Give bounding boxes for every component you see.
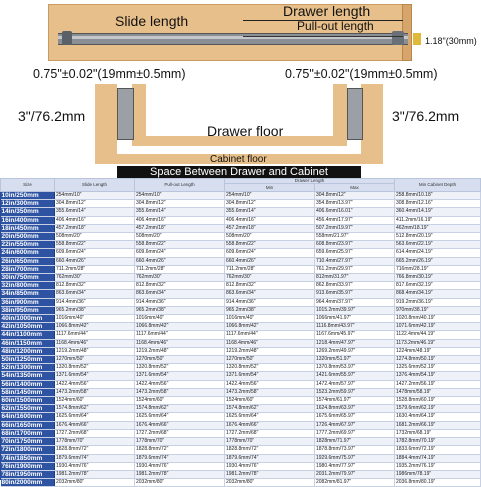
table-cell: 508mm/20" [135,233,225,241]
header-size: Size [1,179,55,192]
size-cell: 54in/1350mm [1,372,55,380]
table-cell: 1473.2mm/58" [135,388,225,396]
table-cell: 563.6mm/22.19" [395,241,481,249]
table-cell: 711.2mm/28" [55,265,135,273]
size-cell: 66in/1650mm [1,421,55,429]
table-cell: 1778mm/70" [225,438,315,446]
table-cell: 1020.8mm/40.19" [395,315,481,323]
size-cell: 16in/400mm [1,216,55,224]
table-row [1,331,481,339]
size-cell: 38in/950mm [1,306,55,314]
table-cell: 1219.2mm/48" [135,347,225,355]
table-cell: 2082mm/81.97" [315,479,395,487]
table-cell: 1727.2mm/68" [55,429,135,437]
size-cell: 30in/750mm [1,274,55,282]
table-cell: 1574.8mm/62" [135,405,225,413]
table-cell: 558.8mm/22" [225,241,315,249]
table-cell: 2032mm/80" [55,479,135,487]
table-cell: 1574mm/61.97" [315,397,395,405]
table-cell: 1066.8mm/42" [135,323,225,331]
table-cell: 1732mm/68.19" [395,429,481,437]
size-cell: 24in/600mm [1,249,55,257]
table-cell: 1016mm/40" [135,315,225,323]
table-cell: 1478mm/58.19" [395,388,481,396]
table-cell: 1219.2mm/48" [55,347,135,355]
table-cell: 1173.2mm/46.19" [395,339,481,347]
table-cell: 711.2mm/28" [225,265,315,273]
header-slide-length: Slide Length [55,179,135,192]
table-row [1,470,481,478]
pull-out-length-label: Pull-out length [297,19,374,33]
table-cell: 614.4mm/24.19" [395,249,481,257]
table-cell: 1473.2mm/58" [55,388,135,396]
table-row [1,323,481,331]
table-cell: 1117.6mm/44" [55,331,135,339]
table-cell: 660.4mm/26" [135,257,225,265]
size-cell: 68in/1700mm [1,429,55,437]
table-cell: 1625.6mm/64" [55,413,135,421]
table-cell: 308.8mm/12.16" [395,200,481,208]
size-table-wrap [0,178,480,487]
table-cell: 817.6mm/32.19" [395,282,481,290]
size-cell: 14in/350mm [1,208,55,216]
size-table [0,178,481,487]
table-cell: 1523.2mm/59.97" [315,388,395,396]
table-cell: 659.6mm/25.97" [315,249,395,257]
table-cell: 406.4mm/16" [225,216,315,224]
table-cell: 914.4mm/36" [135,298,225,306]
size-cell: 78in/1950mm [1,470,55,478]
table-cell: 1122.4mm/44.19" [395,331,481,339]
table-cell: 1117.6mm/44" [135,331,225,339]
table-cell: 1676.4mm/66" [225,421,315,429]
table-cell: 1986mm/78.19" [395,470,481,478]
table-row [1,372,481,380]
pull-out-dim-line [243,36,403,37]
table-row [1,380,481,388]
size-cell: 44in/1100mm [1,331,55,339]
table-cell: 812.8mm/32" [55,282,135,290]
table-cell: 863.6mm/34" [135,290,225,298]
drawer-left-wall [132,84,146,142]
header-pull-out-length: Pull-out Length [135,179,225,192]
size-cell: 26in/650mm [1,257,55,265]
table-cell: 1935.2mm/76.19" [395,462,481,470]
table-cell: 1878.8mm/73.97" [315,446,395,454]
table-cell: 1879.6mm/74" [135,454,225,462]
table-cell: 254mm/10" [225,192,315,200]
table-cell: 1574.8mm/62" [55,405,135,413]
table-cell: 1930.4mm/76" [55,462,135,470]
table-cell: 1116.8mm/43.97" [315,323,395,331]
table-cell: 1274.8mm/50.19" [395,356,481,364]
table-row [1,298,481,306]
size-cell: 76in/1900mm [1,462,55,470]
table-cell: 254mm/10" [135,192,225,200]
size-cell: 34in/850mm [1,290,55,298]
table-cell: 1833.6mm/72.19" [395,446,481,454]
table-cell: 2032mm/80" [225,479,315,487]
table-row [1,224,481,232]
table-cell: 1371.6mm/54" [55,372,135,380]
table-cell: 1828.8mm/72" [55,446,135,454]
table-cell: 913.6mm/35.97" [315,290,395,298]
table-cell: 1422.4mm/56" [225,380,315,388]
table-cell: 558.8mm/22" [135,241,225,249]
table-cell: 1828.8mm/72" [225,446,315,454]
table-cell: 965.2mm/38" [135,306,225,314]
table-row [1,364,481,372]
table-cell: 1016mm/40" [225,315,315,323]
table-cell: 1320mm/51.97" [315,356,395,364]
table-row [1,446,481,454]
table-cell: 609.6mm/24" [55,249,135,257]
table-cell: 965.2mm/38" [55,306,135,314]
size-cell: 22in/550mm [1,241,55,249]
table-cell: 1630.4mm/64.19" [395,413,481,421]
size-cell: 12in/300mm [1,200,55,208]
table-row [1,388,481,396]
table-row [1,462,481,470]
table-cell: 1071.6mm/42.19" [395,323,481,331]
height-right-label: 3"/76.2mm [392,108,460,124]
size-cell: 46in/1150mm [1,339,55,347]
table-cell: 1320.8mm/52" [135,364,225,372]
table-cell: 919.2mm/36.19" [395,298,481,306]
table-cell: 711.2mm/28" [135,265,225,273]
table-cell: 660.4mm/26" [225,257,315,265]
table-cell: 608.8mm/23.97" [315,241,395,249]
table-row [1,315,481,323]
table-cell: 1473.2mm/58" [225,388,315,396]
size-cell: 74in/1850mm [1,454,55,462]
table-row [1,405,481,413]
table-cell: 1528.8mm/60.19" [395,397,481,405]
table-cell: 1015.2mm/39.97" [315,306,395,314]
table-cell: 812.8mm/32" [225,282,315,290]
size-cell: 36in/900mm [1,298,55,306]
size-cell: 62in/1550mm [1,405,55,413]
table-cell: 762mm/30" [135,274,225,282]
table-cell: 1624.8mm/63.97" [315,405,395,413]
table-cell: 1219.2mm/48" [225,347,315,355]
table-cell: 863.6mm/34" [225,290,315,298]
size-cell: 50in/1250mm [1,356,55,364]
side-dim-marker-icon [413,33,421,45]
table-cell: 1320.8mm/52" [55,364,135,372]
table-cell: 1472.4mm/57.97" [315,380,395,388]
size-cell: 18in/450mm [1,224,55,232]
table-cell: 964.4mm/37.97" [315,298,395,306]
table-cell: 355.6mm/14" [135,208,225,216]
table-cell: 457.2mm/18" [135,224,225,232]
drawer-right-wall [333,84,347,142]
table-cell: 710.4mm/27.97" [315,257,395,265]
table-cell: 304.8mm/12" [55,200,135,208]
tolerance-left-label: 0.75"±0.02"(19mm±0.5mm) [33,67,186,81]
slide-length-label: Slide length [115,13,189,29]
table-cell: 411.2mm/16.19" [395,216,481,224]
table-cell: 1828mm/71.97" [315,438,395,446]
table-cell: 1066mm/41.97" [315,315,395,323]
header-max: Max [315,184,395,192]
table-cell: 457.2mm/18" [225,224,315,232]
table-cell: 1117.6mm/44" [225,331,315,339]
table-cell: 1778mm/70" [55,438,135,446]
table-cell: 1524mm/60" [55,397,135,405]
table-cell: 1066.8mm/42" [55,323,135,331]
table-cell: 360.4mm/14.19" [395,208,481,216]
table-cell: 1270mm/50" [135,356,225,364]
table-cell: 406.6mm/16.01" [315,208,395,216]
table-cell: 1066.8mm/42" [225,323,315,331]
table-cell: 1884.4mm/74.19" [395,454,481,462]
side-dimension-label: 1.18"(30mm) [425,36,477,46]
table-cell: 1422.4mm/56" [135,380,225,388]
table-cell: 1270mm/50" [55,356,135,364]
table-row [1,347,481,355]
size-cell: 52in/1300mm [1,364,55,372]
table-cell: 812mm/31.97" [315,274,395,282]
slide-rail [58,33,408,45]
table-cell: 304.8mm/12" [315,192,395,200]
table-cell: 1218.4mm/47.97" [315,339,395,347]
table-cell: 1168.4mm/46" [135,339,225,347]
table-row [1,241,481,249]
table-cell: 1376.4mm/54.19" [395,372,481,380]
table-cell: 1167.6mm/45.97" [315,331,395,339]
table-cell: 355.6mm/14" [225,208,315,216]
table-cell: 1625.6mm/64" [135,413,225,421]
table-cell: 258.8mm/10.18" [395,192,481,200]
table-cell: 1320.8mm/52" [225,364,315,372]
table-cell: 914.4mm/36" [225,298,315,306]
table-cell: 1879.6mm/74" [55,454,135,462]
cabinet-floor-label: Cabinet floor [210,154,267,165]
table-row [1,274,481,282]
size-cell: 70in/1750mm [1,438,55,446]
table-row [1,257,481,265]
size-cell: 20in/500mm [1,233,55,241]
table-cell: 1579.6mm/62.19" [395,405,481,413]
table-cell: 1981.2mm/78" [135,470,225,478]
size-cell: 28in/700mm [1,265,55,273]
tolerance-right-label: 0.75"±0.02"(19mm±0.5mm) [285,67,438,81]
table-cell: 1980.4mm/77.97" [315,462,395,470]
table-cell: 1371.6mm/54" [135,372,225,380]
table-cell: 609.6mm/24" [135,249,225,257]
table-cell: 868.4mm/34.19" [395,290,481,298]
table-cell: 1981.2mm/78" [225,470,315,478]
table-cell: 1427.2mm/56.19" [395,380,481,388]
table-row [1,306,481,314]
table-cell: 970mm/38.19" [395,306,481,314]
table-cell: 914.4mm/36" [55,298,135,306]
table-row [1,479,481,487]
table-cell: 1879.6mm/74" [225,454,315,462]
table-cell: 1625.6mm/64" [225,413,315,421]
table-row [1,413,481,421]
table-cell: 1224mm/48.19" [395,347,481,355]
size-table-body [1,192,481,487]
table-row [1,290,481,298]
slide-handle-icon [62,31,72,45]
table-cell: 1370.8mm/53.97" [315,364,395,372]
table-cell: 863.6mm/34" [55,290,135,298]
size-cell: 10in/250mm [1,192,55,200]
table-cell: 1168.4mm/46" [55,339,135,347]
table-cell: 1168.4mm/46" [225,339,315,347]
table-cell: 1981.2mm/78" [55,470,135,478]
space-between-banner: Space Between Drawer and Cabinet [117,166,361,178]
table-row [1,233,481,241]
table-cell: 456.4mm/17.97" [315,216,395,224]
size-cell: 80in/2000mm [1,479,55,487]
table-cell: 609.6mm/24" [225,249,315,257]
table-cell: 304.8mm/12" [225,200,315,208]
size-cell: 64in/1600mm [1,413,55,421]
drawer-floor-label: Drawer floor [207,123,284,139]
table-cell: 406.4mm/16" [55,216,135,224]
table-cell: 1930.4mm/76" [225,462,315,470]
table-cell: 406.4mm/16" [135,216,225,224]
table-cell: 1782.8mm/70.19" [395,438,481,446]
table-cell: 1016mm/40" [55,315,135,323]
table-cell: 862.8mm/33.97" [315,282,395,290]
table-cell: 558.8mm/22" [55,241,135,249]
table-cell: 1422.4mm/56" [55,380,135,388]
table-cell: 1676.4mm/66" [135,421,225,429]
table-cell: 761.2mm/29.97" [315,265,395,273]
table-cell: 1727.2mm/68" [135,429,225,437]
table-cell: 507.2mm/19.97" [315,224,395,232]
table-row [1,216,481,224]
table-cell: 1325.6mm/52.19" [395,364,481,372]
table-row [1,356,481,364]
size-cell: 72in/1800mm [1,446,55,454]
table-row [1,265,481,273]
table-row [1,339,481,347]
table-cell: 1727.2mm/68" [225,429,315,437]
table-cell: 2036.8mm/80.19" [395,479,481,487]
table-cell: 1421.6mm/55.97" [315,372,395,380]
height-left-label: 3"/76.2mm [18,108,86,124]
table-cell: 1828.8mm/72" [135,446,225,454]
drawer-length-label: Drawer length [283,3,371,19]
right-slide-bracket-icon [347,88,363,140]
table-cell: 1524mm/60" [135,397,225,405]
table-cell: 1777.2mm/69.97" [315,429,395,437]
cabinet-right-wall [361,84,383,154]
table-cell: 508mm/20" [55,233,135,241]
header-min: Min [225,184,315,192]
table-row [1,397,481,405]
table-cell: 1675.6mm/65.97" [315,413,395,421]
table-cell: 1681.2mm/66.19" [395,421,481,429]
header-min-cabinet-depth: Min Cabinet Depth [395,179,481,192]
table-cell: 1371.6mm/54" [225,372,315,380]
table-cell: 1778mm/70" [135,438,225,446]
table-cell: 1726.4mm/67.97" [315,421,395,429]
table-row [1,208,481,216]
size-cell: 58in/1450mm [1,388,55,396]
table-cell: 512.8mm/20.19" [395,233,481,241]
table-cell: 660.4mm/26" [55,257,135,265]
size-cell: 60in/1500mm [1,397,55,405]
slide-end-clip-icon [392,31,404,45]
table-cell: 355.6mm/14" [55,208,135,216]
table-row [1,454,481,462]
table-row [1,282,481,290]
header-drawer-length: Drawer Length [225,179,395,184]
table-cell: 558mm/21.97" [315,233,395,241]
table-row [1,438,481,446]
table-cell: 2032mm/80" [135,479,225,487]
table-cell: 354.8mm/13.97" [315,200,395,208]
table-cell: 1574.8mm/62" [225,405,315,413]
table-cell: 457.2mm/18" [55,224,135,232]
slide-diagram [0,0,480,178]
size-cell: 56in/1400mm [1,380,55,388]
cabinet-left-wall [95,84,117,154]
table-cell: 965.2mm/38" [225,306,315,314]
table-cell: 665.2mm/26.19" [395,257,481,265]
size-cell: 42in/1050mm [1,323,55,331]
table-cell: 766.8mm/30.19" [395,274,481,282]
table-cell: 716mm/28.19" [395,265,481,273]
table-cell: 304.8mm/12" [135,200,225,208]
size-cell: 32in/800mm [1,282,55,290]
size-cell: 48in/1200mm [1,347,55,355]
table-cell: 1524mm/60" [225,397,315,405]
table-cell: 762mm/30" [55,274,135,282]
table-row [1,200,481,208]
table-cell: 762mm/30" [225,274,315,282]
table-cell: 1269.2mm/49.97" [315,347,395,355]
table-cell: 254mm/10" [55,192,135,200]
table-cell: 1676.4mm/66" [55,421,135,429]
table-cell: 812.8mm/32" [135,282,225,290]
table-cell: 508mm/20" [225,233,315,241]
table-cell: 1930.4mm/76" [135,462,225,470]
size-cell: 40in/1000mm [1,315,55,323]
table-cell: 1929.6mm/75.97" [315,454,395,462]
table-row [1,421,481,429]
table-cell: 462mm/18.19" [395,224,481,232]
table-row [1,249,481,257]
left-slide-bracket-icon [117,88,134,140]
table-row [1,429,481,437]
table-cell: 2031.2mm/79.97" [315,470,395,478]
table-cell: 1270mm/50" [225,356,315,364]
table-row [1,192,481,200]
